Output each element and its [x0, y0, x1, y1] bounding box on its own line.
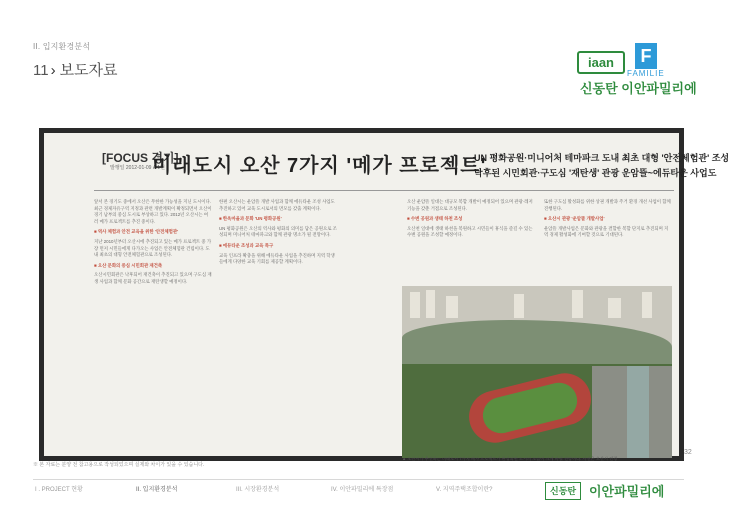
- article-section-heading: ■ 한옥마을과 문화 'UN 평화공원': [219, 216, 282, 222]
- article-column-1: [94, 199, 212, 290]
- nav-item-location[interactable]: II. 입지환경분석: [136, 487, 178, 493]
- article-section-heading: ■ 역사 체험과 안전 교육을 위한 '안전체험관': [94, 229, 179, 235]
- photo-caption: ▲ 오산시가 추진하는 미래도시 7가지 메가 프로젝트가 완성되면 도시의 모습이 크게 바뀔 전망이다. 사진은 오산시 전경: [402, 456, 618, 461]
- iaan-logo: iaan: [577, 51, 625, 74]
- photo-building: [572, 290, 583, 318]
- article-paragraph: 오산시민회관은 낙후되어 재건축이 추진되고 있으며 구도심 재생 사업과 함께 문화 공간으로 재탄생할 예정이다.: [94, 272, 212, 284]
- footer-brand-name: 이안파밀리에: [589, 484, 665, 499]
- photo-building: [514, 294, 524, 318]
- photo-building: [410, 292, 420, 318]
- footer-brand-box: 신동탄: [545, 482, 581, 500]
- photo-river: [627, 366, 649, 458]
- article-paragraph: 운암뜰 개발사업은 문화와 관광을 결합한 복합 단지로 추진되며 지역 경제 활성화에 기여할 것으로 기대된다.: [544, 225, 669, 238]
- headline-divider: [94, 190, 674, 191]
- article-section-heading: ■ 오산시 관광 '운암뜰 개발사업': [544, 216, 605, 222]
- page-number: 32: [684, 449, 692, 456]
- article-paragraph: 앞서 본 경기도 중에서 오산은 무한한 가능성을 지닌 도시이다. 최근 경제자유구역 지정과 관련 개발계획이 확정되면서 오산이 경기 남부의 중심 도시로 부상하고 있다. 2012년 오산시는 여러 메가 프로젝트를 추진 중이다.: [94, 199, 212, 224]
- photo-building: [608, 298, 621, 318]
- section-title-text: 보도자료: [59, 62, 118, 79]
- photo-building: [446, 296, 458, 318]
- article-section-heading: ■ 에듀타운 조성과 교육 특구: [219, 242, 274, 248]
- article-paragraph: UN 평화공원은 오산의 역사와 평화의 의미를 담은 공원으로 조성되며 미니어처 테마파크와 함께 관광 명소가 될 전망이다.: [219, 225, 337, 238]
- chevron-right-icon: ›: [50, 62, 56, 79]
- page-title: [33, 59, 118, 80]
- article-paragraph: 또한 구도심 활성화를 위한 상권 개발과 주거 환경 개선 사업이 함께 진행된다.: [544, 199, 671, 211]
- article-paragraph: 교육 인프라 확충을 위해 에듀타운 사업을 추진하며 지역 학생들에게 다양한 교육 기회를 제공할 계획이다.: [219, 252, 335, 265]
- photo-building: [426, 290, 435, 318]
- nav-item-features[interactable]: IV. 이안파밀리에 특장점: [331, 487, 394, 493]
- article-section-heading: ■ 오산 문화의 중심 시민회관 재건축: [94, 262, 163, 268]
- article-column-3: [407, 199, 537, 243]
- nav-item-housing-union[interactable]: V. 지역주택조합이란?: [436, 487, 493, 493]
- article-paragraph: 오산천 일대에 생태 하천을 복원하고 시민들이 휴식을 즐길 수 있는 수변 공원을 조성할 예정이다.: [407, 225, 533, 238]
- article-tag: [FOCUS 경기]: [102, 151, 179, 165]
- nav-item-project[interactable]: I . PROJECT 현황: [35, 487, 83, 493]
- article-paragraph: 지난 2010년부터 오산시에 추진되고 있는 메가 프로젝트 중 가장 먼저 시민들에게 다가오는 사업은 안전체험관 건립이다. 도내 최초의 대형 안전체험관으로 조성된다.: [94, 238, 212, 258]
- photo-building: [642, 292, 652, 318]
- familie-f-icon: F: [635, 43, 657, 69]
- nav-item-market[interactable]: III. 시장환경분석: [236, 487, 280, 493]
- article-subheadline-1: UN 평화공원·미니어처 테마파크 도내 최초 대형 '안전체험관' 조성: [474, 153, 729, 163]
- brand-name: 신동탄 이안파밀리에: [580, 81, 697, 96]
- section-number: 11: [33, 62, 49, 79]
- article-headline: 미래도시 오산 7가지 '메가 프로젝트': [152, 155, 487, 177]
- article-paragraph: 한편 오산시는 운암뜰 개발 사업과 함께 에듀타운 조성 사업도 추진하고 있어 교육 도시로서의 면모를 갖출 계획이다.: [219, 199, 335, 211]
- article-section-heading: ■ 수변 공원과 생태 하천 조성: [407, 216, 463, 222]
- article-paragraph: 오산 운암뜰 일대는 대규모 복합 개발이 예정되어 있으며 관광·레저 기능을 갖춘 거점으로 조성된다.: [407, 199, 533, 211]
- aerial-stadium-photo: [402, 286, 672, 458]
- section-subtitle: II. 입지환경분석: [33, 42, 91, 51]
- familie-wordmark: FAMILIE: [627, 69, 665, 78]
- footer-divider: [33, 479, 684, 480]
- article-column-2: [219, 199, 337, 270]
- article-dateline: 발행일 2012-01-09 A 1면: [110, 165, 165, 171]
- article-subheadline-2: 낙후된 시민회관·구도심 '재탄생' 관광 운암뜰~에듀타운 사업도: [474, 168, 717, 178]
- article-column-4: [544, 199, 672, 243]
- brand-logo: [577, 41, 697, 97]
- footnote: ※ 본 자료는 분양 전 참고용으로 작성되었으며 실제와 차이가 있을 수 있습니다.: [33, 462, 205, 468]
